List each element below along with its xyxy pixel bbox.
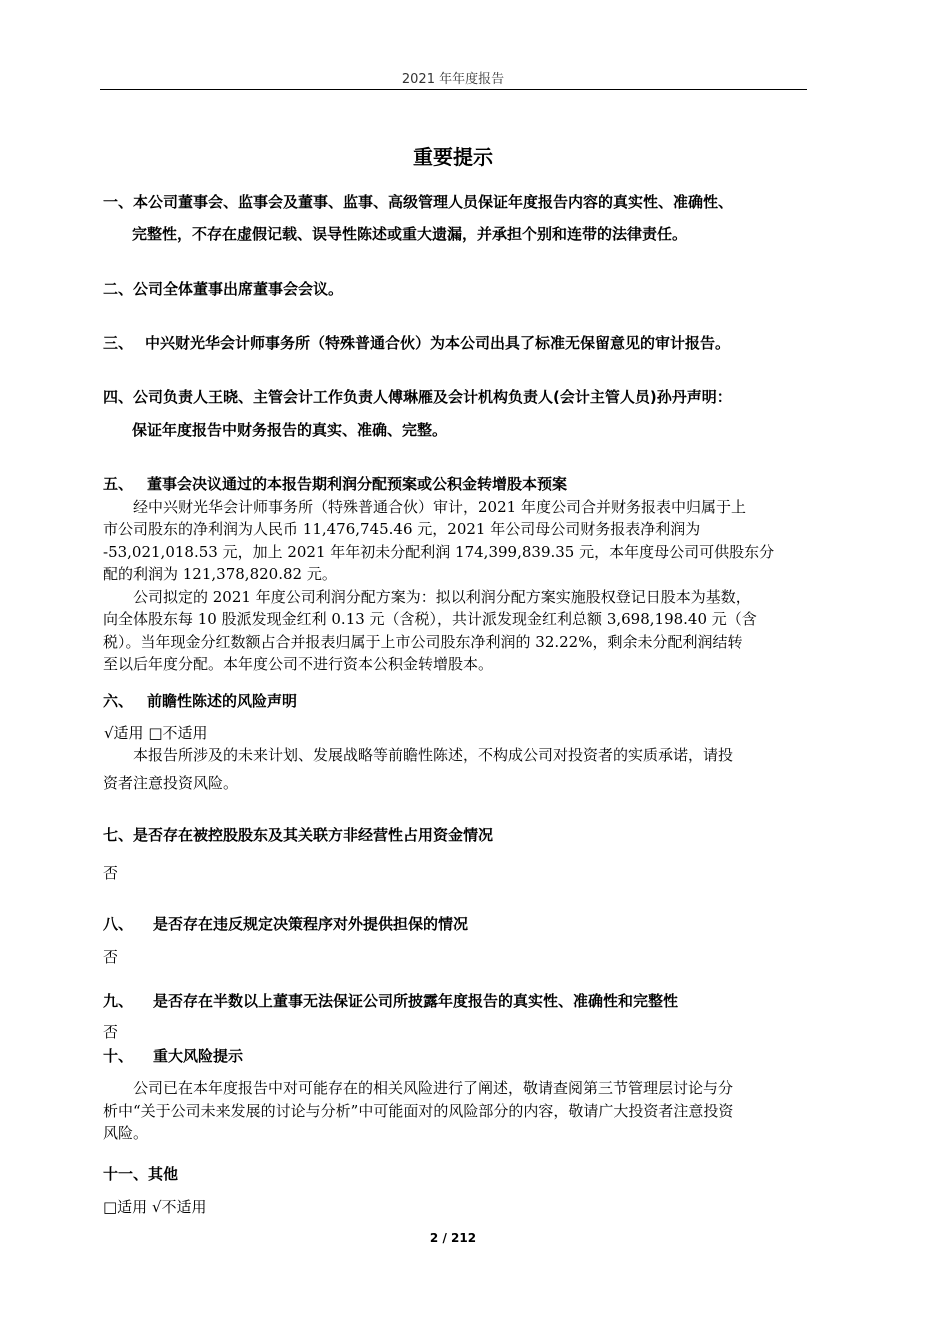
section-6-para-line-1: 本报告所涉及的未来计划、发展战略等前瞻性陈述，不构成公司对投资者的实质承诺，请投 xyxy=(133,746,734,764)
section-10-para-line-3: 风险。 xyxy=(103,1124,149,1142)
section-3-number: 三、 xyxy=(103,334,134,352)
section-7-heading: 七、是否存在被控股股东及其关联方非经营性占用资金情况 xyxy=(103,826,494,844)
page-number: 2 / 212 xyxy=(429,1231,477,1245)
section-2: 二、公司全体董事出席董事会会议。 xyxy=(103,280,344,298)
section-5-heading xyxy=(103,473,567,494)
section-6-para-line-2: 资者注意投资风险。 xyxy=(103,774,239,792)
section-9-answer: 否 xyxy=(103,1023,119,1041)
section-9-number: 九、 xyxy=(103,992,134,1010)
section-5-para2-line-1: 公司拟定的 2021 年度公司利润分配方案为：拟以利润分配方案实施股权登记日股本为基数， xyxy=(133,588,751,606)
section-5-number: 五、 xyxy=(103,475,134,493)
section-9-heading xyxy=(103,990,678,1011)
section-3-text: 中兴财光华会计师事务所（特殊普通合伙）为本公司出具了标准无保留意见的审计报告。 xyxy=(145,334,731,352)
section-11-applicability: □适用 √不适用 xyxy=(103,1198,207,1216)
section-6-title: 前瞻性陈述的风险声明 xyxy=(147,692,298,710)
page-title: 重要提示 xyxy=(413,145,493,169)
section-4-line-1: 四、公司负责人王晓、主管会计工作负责人傅琳雁及会计机构负责人(会计主管人员)孙丹声明： xyxy=(103,388,732,406)
section-5-para2-line-2: 向全体股东每 10 股派发现金红利 0.13 元（含税），共计派发现金红利总额 3,698,198.40 元（含 xyxy=(103,610,757,628)
page-header: 2021 年年度报告 xyxy=(401,72,505,87)
section-8-title: 是否存在违反规定决策程序对外提供担保的情况 xyxy=(153,915,469,933)
section-8-answer: 否 xyxy=(103,948,119,966)
section-10-heading xyxy=(103,1045,243,1066)
section-4-line-2: 保证年度报告中财务报告的真实、准确、完整。 xyxy=(132,421,448,439)
section-8-number: 八、 xyxy=(103,915,134,933)
section-1-line-2: 完整性，不存在虚假记载、误导性陈述或重大遗漏，并承担个别和连带的法律责任。 xyxy=(132,225,688,243)
section-3 xyxy=(103,332,730,353)
section-6-heading xyxy=(103,690,297,711)
section-1-line-1: 一、本公司董事会、监事会及董事、监事、高级管理人员保证年度报告内容的真实性、准确性、 xyxy=(103,193,734,211)
header-rule xyxy=(100,89,807,90)
section-5-title: 董事会决议通过的本报告期利润分配预案或公积金转增股本预案 xyxy=(147,475,568,493)
section-7-answer: 否 xyxy=(103,864,119,882)
section-5-para1-line-1: 经中兴财光华会计师事务所（特殊普通合伙）审计，2021 年度公司合并财务报表中归属于上 xyxy=(133,498,746,516)
section-5-para1-line-4: 配的利润为 121,378,820.82 元。 xyxy=(103,565,337,583)
section-11-heading: 十一、其他 xyxy=(103,1165,179,1183)
section-9-title: 是否存在半数以上董事无法保证公司所披露年度报告的真实性、准确性和完整性 xyxy=(153,992,679,1010)
section-5-para2-line-4: 至以后年度分配。本年度公司不进行资本公积金转增股本。 xyxy=(103,655,494,673)
section-10-title: 重大风险提示 xyxy=(153,1047,244,1065)
section-6-applicability: √适用 □不适用 xyxy=(104,724,208,742)
section-10-para-line-2: 析中“关于公司未来发展的讨论与分析”中可能面对的风险部分的内容，敬请广大投资者注意投资 xyxy=(103,1102,734,1120)
section-5-para1-line-2: 市公司股东的净利润为人民币 11,476,745.46 元，2021 年公司母公司财务报表净利润为 xyxy=(103,520,701,538)
section-8-heading xyxy=(103,913,468,934)
section-10-number: 十、 xyxy=(103,1047,134,1065)
section-6-number: 六、 xyxy=(103,692,134,710)
section-10-para-line-1: 公司已在本年度报告中对可能存在的相关风险进行了阐述，敬请查阅第三节管理层讨论与分 xyxy=(133,1079,734,1097)
section-5-para2-line-3: 税）。当年现金分红数额占合并报表归属于上市公司股东净利润的 32.22%，剩余未分配利润结转 xyxy=(103,633,743,651)
section-5-para1-line-3: -53,021,018.53 元，加上 2021 年年初未分配利润 174,399,839.35 元，本年度母公司可供股东分 xyxy=(103,543,775,561)
